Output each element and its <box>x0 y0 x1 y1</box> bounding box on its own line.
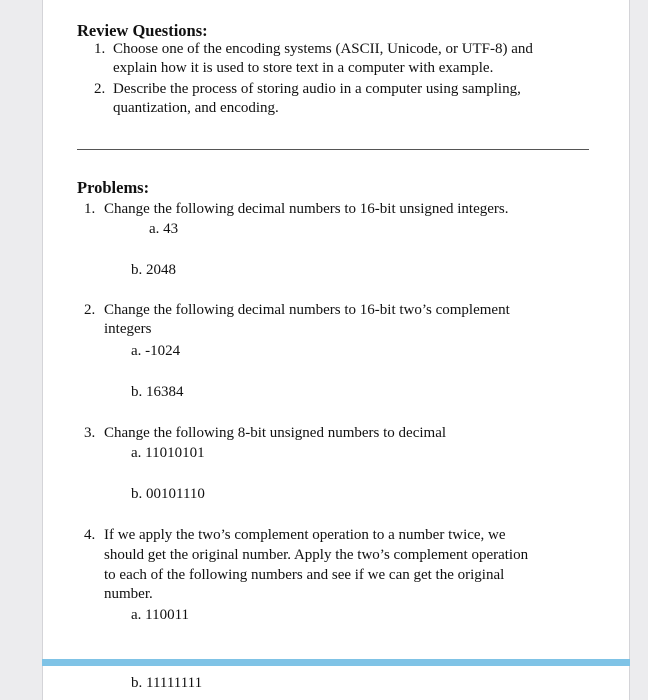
problem-4-line4: number. <box>104 586 153 602</box>
problems-heading: Problems: <box>77 178 150 197</box>
review-heading: Review Questions: <box>77 21 208 40</box>
problem-4-item-b: b. 11111111 <box>131 675 203 691</box>
problem-3-number: 3. <box>84 425 96 441</box>
problem-2-line1: Change the following decimal numbers to 16-bit two’s complement <box>104 302 510 318</box>
problem-2-line2: integers <box>104 321 152 337</box>
problem-1-line1: Change the following decimal numbers to 16-bit unsigned integers. <box>104 201 509 217</box>
review-q1-line1: Choose one of the encoding systems (ASCII, Unicode, or UTF-8) and <box>113 41 533 57</box>
review-q1-line2: explain how it is used to store text in a computer with example. <box>113 60 494 76</box>
problem-3-item-b: b. 00101110 <box>131 486 205 502</box>
review-q1-number: 1. <box>94 41 106 57</box>
problem-2-item-b: b. 16384 <box>131 384 184 400</box>
page-right-edge <box>629 0 630 700</box>
problem-4-number: 4. <box>84 527 96 543</box>
problem-4-line1: If we apply the two’s complement operation to a number twice, we <box>104 527 506 543</box>
page-left-edge <box>42 0 43 700</box>
problem-2-number: 2. <box>84 302 96 318</box>
review-q2-line2: quantization, and encoding. <box>113 100 279 116</box>
problem-4-line2: should get the original number. Apply the two’s complement operation <box>104 547 529 563</box>
section-divider <box>77 149 589 150</box>
problem-1-item-a: a. 43 <box>149 221 179 237</box>
problem-4-line3: to each of the following numbers and see if we can get the original <box>104 567 505 583</box>
problem-3-line1: Change the following 8-bit unsigned numbers to decimal <box>104 425 447 441</box>
review-q2-line1: Describe the process of storing audio in a computer using sampling, <box>113 81 521 97</box>
problem-1-number: 1. <box>84 201 96 217</box>
problem-4-item-a: a. 110011 <box>131 607 190 623</box>
page-break-bar <box>42 659 630 666</box>
problem-1-item-b: b. 2048 <box>131 262 176 278</box>
problem-3-item-a: a. 11010101 <box>131 445 205 461</box>
problem-2-item-a: a. -1024 <box>131 343 181 359</box>
review-q2-number: 2. <box>94 81 106 97</box>
